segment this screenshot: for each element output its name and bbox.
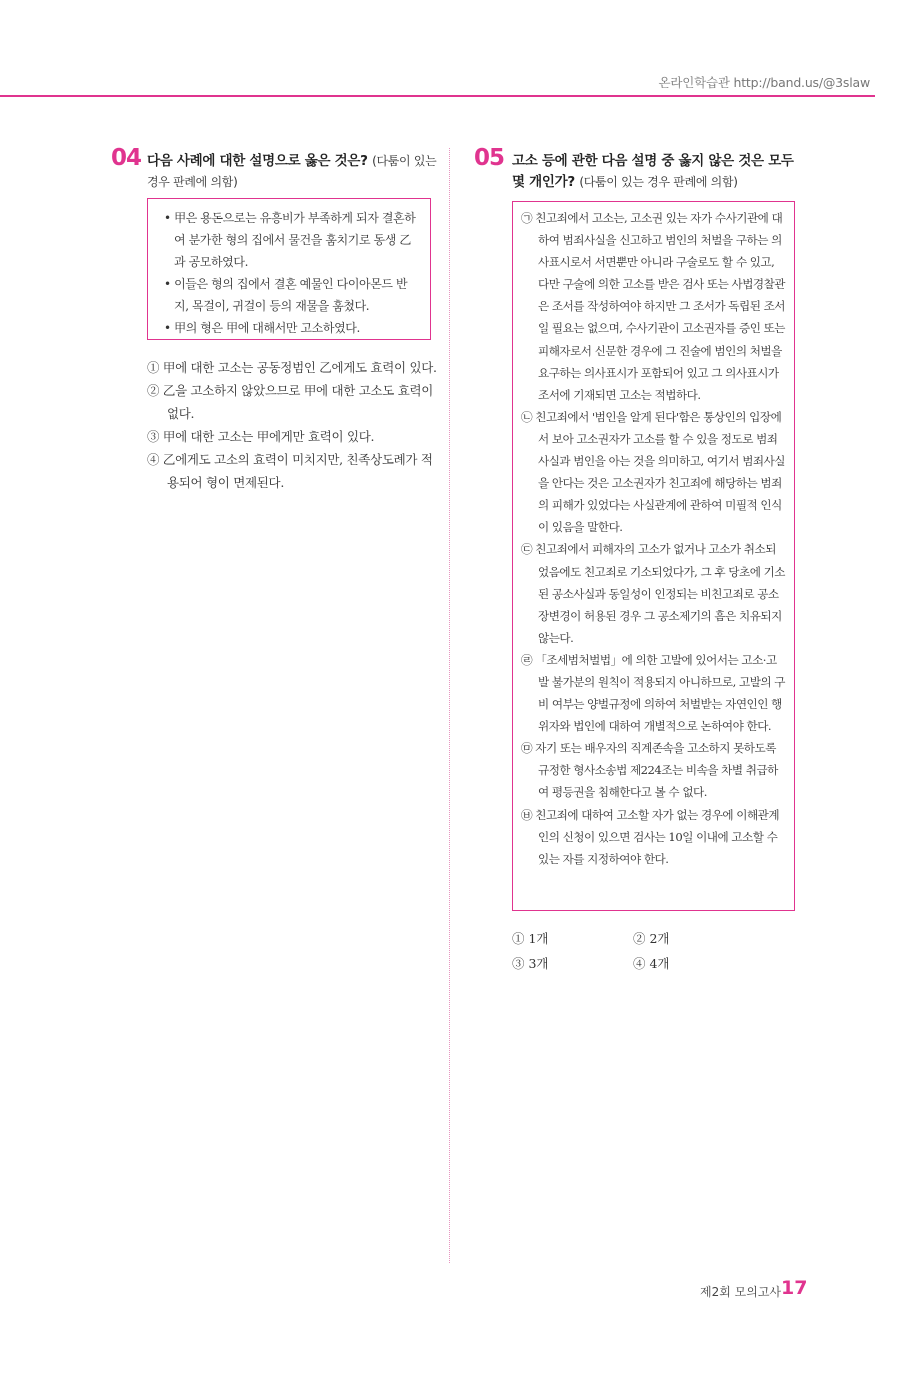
answer-option-3[interactable]: ③ 甲에 대한 고소는 甲에게만 효력이 있다. bbox=[147, 429, 375, 444]
question-05-note: (다툼이 있는 경우 판례에 의함) bbox=[579, 175, 738, 189]
question-05-stem bbox=[512, 151, 802, 193]
question-number-04: 04 bbox=[111, 145, 142, 171]
question-04-options bbox=[147, 356, 439, 494]
column-divider bbox=[449, 148, 450, 1263]
answer-option-3[interactable]: ③ 3개 bbox=[512, 956, 549, 971]
question-05-options bbox=[512, 926, 792, 976]
answer-option-4[interactable]: ④ 4개 bbox=[633, 956, 670, 971]
question-04-case-box bbox=[147, 198, 431, 340]
question-04-note: (다툼이 있는 경우 판례에 의함) bbox=[147, 154, 437, 189]
case-fact: • 甲의 형은 甲에 대해서만 고소하였다. bbox=[164, 321, 360, 335]
header-site-link: 온라인학습관 http://band.us/@3slaw bbox=[658, 75, 870, 90]
answer-option-2[interactable]: ② 乙을 고소하지 않았으므로 甲에 대한 고소도 효력이 없다. bbox=[147, 383, 434, 421]
statement-item: ㉠ 친고죄에서 고소는, 고소권 있는 자가 수사기관에 대하여 범죄사실을 신고하고 범인의 처벌을 구하는 의사표시로서 서면뿐만 아니라 구술로도 할 수 있고, 다만 구술에 의한 고소를 받은 검사 또는 사법경찰관은 조서를 작성하여야 하지만 그 조서가 독립된 조서일 필요는 없으며, 수사기관이 고소권자를 증인 또는 피해자로서 신문한 경우에 그 진술에 범인의 처벌을 요구하는 의사표시가 포함되어 있고 그 의사표시가 조서에 기재되면 고소는 적법하다. bbox=[521, 211, 785, 402]
statement-item: ㉤ 자기 또는 배우자의 직계존속을 고소하지 못하도록 규정한 형사소송법 제224조는 비속을 차별 취급하여 평등권을 침해한다고 볼 수 없다. bbox=[521, 741, 778, 800]
question-05-statements-box bbox=[512, 201, 795, 911]
statement-item: ㉡ 친고죄에서 '범인을 알게 된다'함은 통상인의 입장에서 보아 고소권자가 고소를 할 수 있을 정도로 범죄사실과 범인을 아는 것을 의미하고, 여기서 범죄사실을 안다는 것은 고소권자가 친고죄에 해당하는 범죄의 피해가 있었다는 사실관계에 관하여 미필적 인식이 있음을 말한다. bbox=[521, 409, 785, 535]
question-number-05: 05 bbox=[474, 145, 505, 171]
case-fact: • 이들은 형의 집에서 결혼 예물인 다이아몬드 반지, 목걸이, 귀걸이 등의 재물을 훔쳤다. bbox=[164, 277, 408, 313]
answer-option-1[interactable]: ① 甲에 대한 고소는 공동정범인 乙에게도 효력이 있다. bbox=[147, 360, 437, 375]
statement-item: ㉥ 친고죄에 대하여 고소할 자가 없는 경우에 이해관계인의 신청이 있으면 검사는 10일 이내에 고소할 수 있는 자를 지정하여야 한다. bbox=[521, 807, 780, 866]
question-04-stem bbox=[147, 151, 439, 193]
question-04-stem-text: 다음 사례에 대한 설명으로 옳은 것은? bbox=[147, 153, 368, 169]
page-number: 17 bbox=[781, 1277, 808, 1299]
footer-exam-label: 제2회 모의고사 bbox=[700, 1285, 782, 1299]
answer-option-1[interactable]: ① 1개 bbox=[512, 931, 549, 946]
case-fact: • 甲은 용돈으로는 유흥비가 부족하게 되자 결혼하여 분가한 형의 집에서 물건을 훔치기로 동생 乙과 공모하였다. bbox=[164, 211, 416, 269]
question-05-stem-text: 고소 등에 관한 다음 설명 중 옳지 않은 것은 모두 몇 개인가? bbox=[512, 153, 794, 190]
statement-item: ㉢ 친고죄에서 피해자의 고소가 없거나 고소가 취소되었음에도 친고죄로 기소되었다가, 그 후 당초에 기소된 공소사실과 동일성이 인정되는 비친고죄로 공소장변경이 허용된 경우 그 공소제기의 흠은 치유되지 않는다. bbox=[521, 542, 785, 645]
answer-option-4[interactable]: ④ 乙에게도 고소의 효력이 미치지만, 친족상도례가 적용되어 형이 면제된다. bbox=[147, 452, 433, 490]
answer-option-2[interactable]: ② 2개 bbox=[633, 931, 670, 946]
statement-item: ㉣ 「조세범처벌법」에 의한 고발에 있어서는 고소·고발 불가분의 원칙이 적용되지 아니하므로, 고발의 구비 여부는 양벌규정에 의하여 처벌받는 자연인인 행위자와 법인에 대하여 개별적으로 논하여야 한다. bbox=[521, 652, 785, 734]
header-divider bbox=[0, 95, 875, 97]
